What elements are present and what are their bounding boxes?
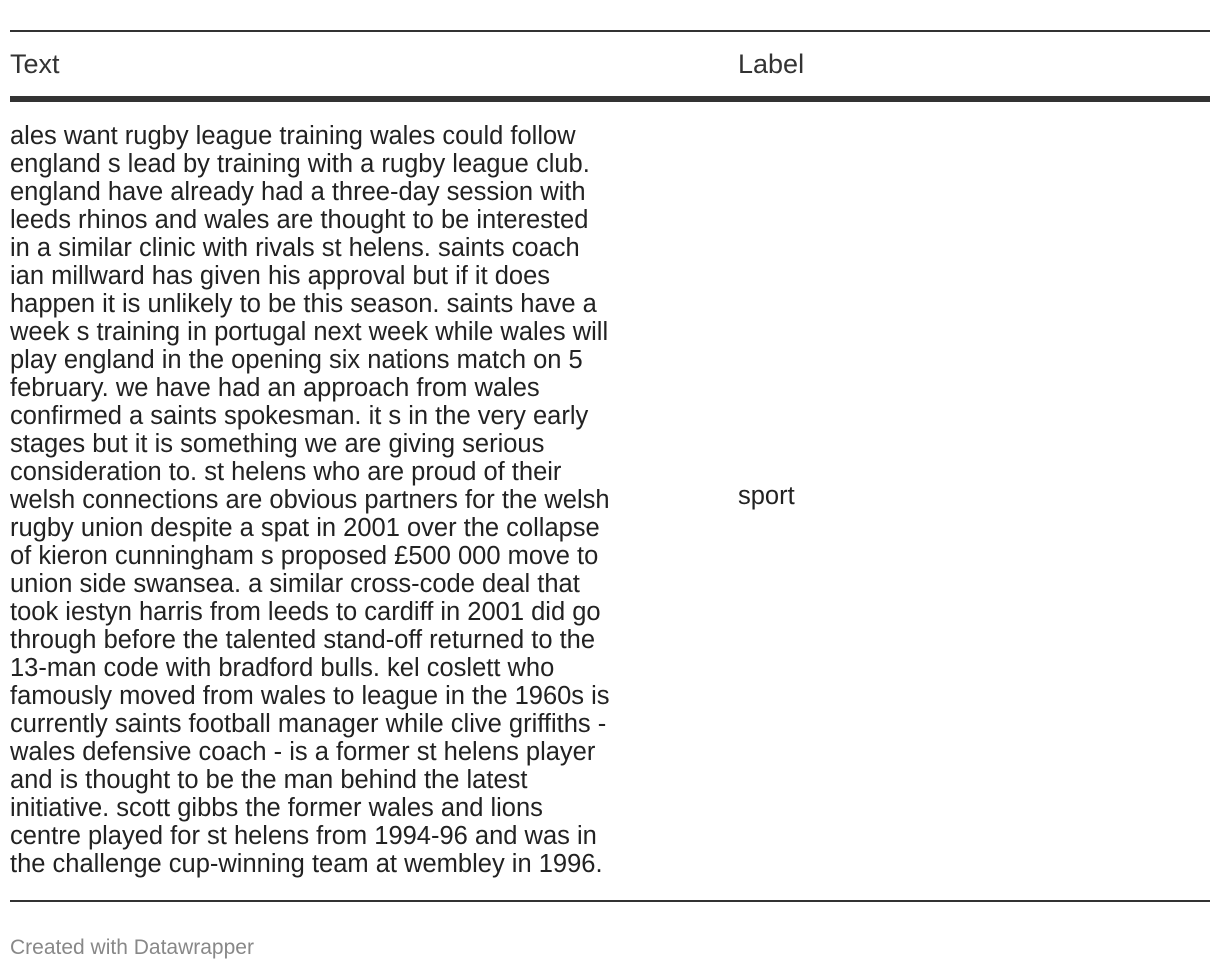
text-line: the challenge cup-winning team at wembley in 1996. [10,850,603,878]
text-line: of kieron cunningham s proposed £500 000 move to [10,542,599,570]
column-header-label: Label [738,49,805,79]
datawrapper-credit: Created with Datawrapper [10,936,254,959]
text-cell [10,122,682,878]
text-line: and is thought to be the man behind the latest [10,766,528,794]
text-line: england s lead by training with a rugby league club. [10,150,590,178]
text-line: through before the talented stand-off returned to the [10,626,596,654]
text-line: welsh connections are obvious partners for the welsh [10,486,610,514]
data-table [10,30,1210,902]
text-line: happen it is unlikely to be this season. saints have a [10,290,597,318]
text-line: currently saints football manager while clive griffiths - [10,710,607,738]
text-line: week s training in portugal next week while wales will [10,318,609,346]
text-line: union side swansea. a similar cross-code deal that [10,570,580,598]
text-line: ian millward has given his approval but if it does [10,262,551,290]
table-header-row [10,32,1210,102]
text-line: centre played for st helens from 1994-96 and was in [10,822,597,850]
text-line: rugby union despite a spat in 2001 over the collapse [10,514,600,542]
text-line: in a similar clinic with rivals st helens. saints coach [10,234,580,262]
text-line: 13-man code with bradford bulls. kel coslett who [10,654,555,682]
label-cell: sport [738,482,795,510]
text-line: play england in the opening six nations match on 5 [10,346,583,374]
text-line: initiative. scott gibbs the former wales and lions [10,794,543,822]
text-line: took iestyn harris from leeds to cardiff in 2001 did go [10,598,601,626]
text-line: confirmed a saints spokesman. it s in the very early [10,402,589,430]
text-line: february. we have had an approach from wales [10,374,540,402]
text-line: ales want rugby league training wales could follow [10,122,576,150]
column-header-text: Text [10,49,60,79]
text-line: england have already had a three-day session with [10,178,586,206]
text-line: famously moved from wales to league in the 1960s is [10,682,610,710]
text-line: consideration to. st helens who are proud of their [10,458,562,486]
text-line: wales defensive coach - is a former st helens player [10,738,596,766]
text-line: stages but it is something we are giving serious [10,430,545,458]
text-line: leeds rhinos and wales are thought to be interested [10,206,589,234]
table-row [10,102,1210,902]
